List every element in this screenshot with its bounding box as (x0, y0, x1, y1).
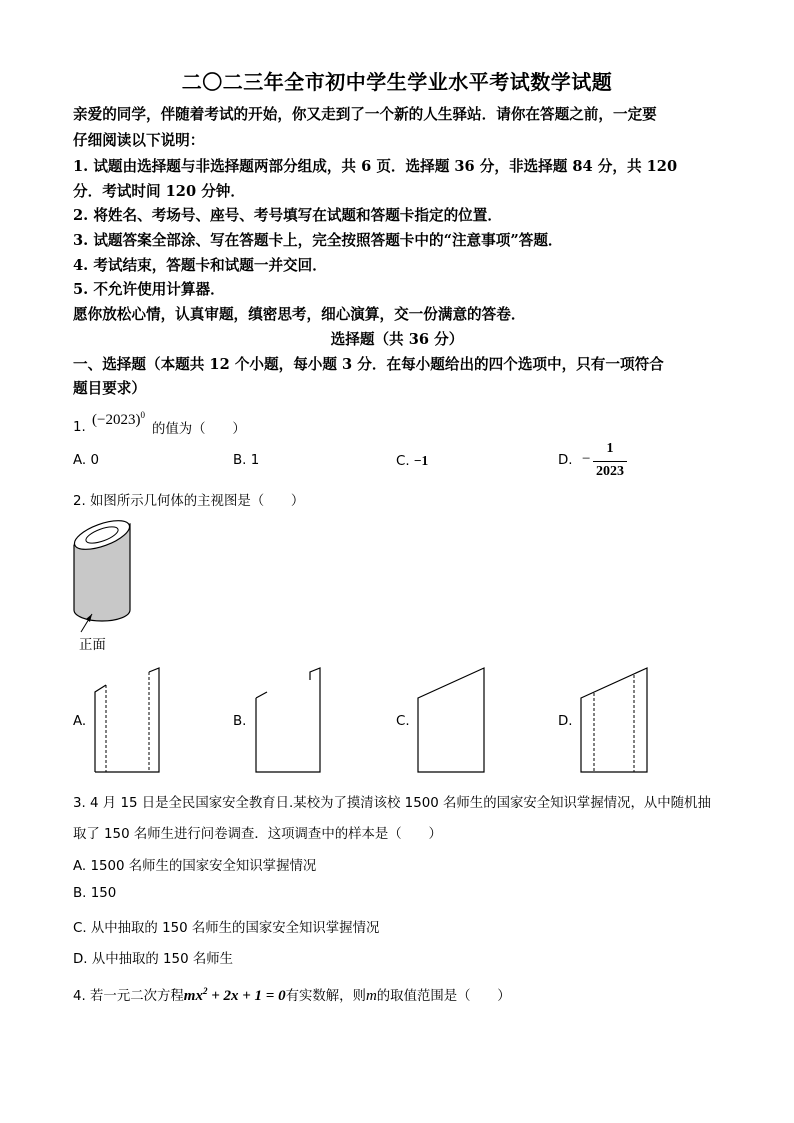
intro-rule2: 2. 将姓名、考场号、座号、考号填写在试题和答题卡指定的位置． (73, 207, 502, 224)
intro-rule4: 4. 考试结束，答题卡和试题一并交回． (73, 257, 327, 274)
q3-option-b: B. 150 (73, 886, 117, 901)
q2-option-d-label: D. (558, 714, 573, 729)
intro-rule1-line2: 分．考试时间 120 分钟． (73, 183, 245, 200)
q3-stem-line1: 3. 4 月 15 日是全民国家安全教育日.某校为了摸清该校 1500 名师生的国家安全知识掌握情况，从中随机抽 (73, 796, 711, 811)
q3-option-a: A. 1500 名师生的国家安全知识掌握情况 (73, 859, 317, 874)
q1-stem: 的值为（ ） (152, 422, 246, 437)
section-heading: 选择题（共 36 分） (330, 331, 464, 348)
q1-option-d-fraction-bar (593, 461, 627, 462)
q2-option-b-figure[interactable] (253, 668, 323, 778)
intro-greeting-line1: 亲爱的同学，伴随着考试的开始，你又走到了一个新的人生驿站．请你在答题之前，一定要 (73, 106, 657, 123)
q1-number: 1. (73, 420, 86, 435)
q2-option-d-figure[interactable] (578, 668, 653, 778)
q2-option-c-label: C. (396, 714, 410, 729)
q2-option-a-figure[interactable] (92, 668, 162, 778)
q1-option-d-sign: − (582, 451, 591, 467)
q1-option-d-label: D. (558, 453, 573, 468)
intro-rule5: 5. 不允许使用计算器． (73, 281, 225, 298)
page-title: 二〇二三年全市初中学生学业水平考试数学试题 (181, 70, 613, 94)
section-instruction-line2: 题目要求） (73, 380, 146, 397)
q1-option-b: B. 1 (233, 453, 260, 468)
q3-option-c: C. 从中抽取的 150 名师生的国家安全知识掌握情况 (73, 921, 380, 936)
q4-stem: 4. 若一元二次方程$mx^2 + 2x + 1 = 0$有实数解，则m的取值范围是（ ） (73, 986, 511, 1004)
q2-stem: 2. 如图所示几何体的主视图是（ ） (73, 494, 305, 509)
q1-expression: $(-2023)^0$ (92, 410, 145, 428)
intro-rule1-line1: 1. 试题由选择题与非选择题两部分组成，共 6 页．选择题 36 分，非选择题 84 分，共 120 (73, 158, 678, 175)
intro-greeting-line2: 仔细阅读以下说明： (73, 132, 205, 149)
q2-option-b-label: B. (233, 714, 247, 729)
q1-option-d-denominator: 2023 (596, 464, 624, 479)
q1-option-a: A. 0 (73, 453, 99, 468)
q2-option-a-label: A. (73, 714, 87, 729)
q2-option-c-figure[interactable] (415, 668, 490, 778)
front-view-label: 正面 (79, 638, 106, 653)
q4-equation: $mx^2 + 2x + 1 = 0$ (183, 986, 286, 1004)
intro-closing: 愿你放松心情，认真审题，缜密思考，细心演算，交一份满意的答卷． (73, 306, 526, 323)
q1-option-c: C. −1 (396, 453, 429, 469)
intro-rule3: 3. 试题答案全部涂、写在答题卡上，完全按照答题卡中的“注意事项”答题． (73, 232, 563, 249)
cylinder-figure (70, 518, 140, 648)
q3-stem-line2: 取了 150 名师生进行问卷调查．这项调查中的样本是（ ） (73, 827, 442, 842)
q1-option-d-numerator: 1 (606, 441, 614, 456)
section-instruction-line1: 一、选择题（本题共 12 个小题，每小题 3 分．在每小题给出的四个选项中，只有一项符合 (73, 356, 664, 373)
q3-option-d: D. 从中抽取的 150 名师生 (73, 952, 234, 967)
